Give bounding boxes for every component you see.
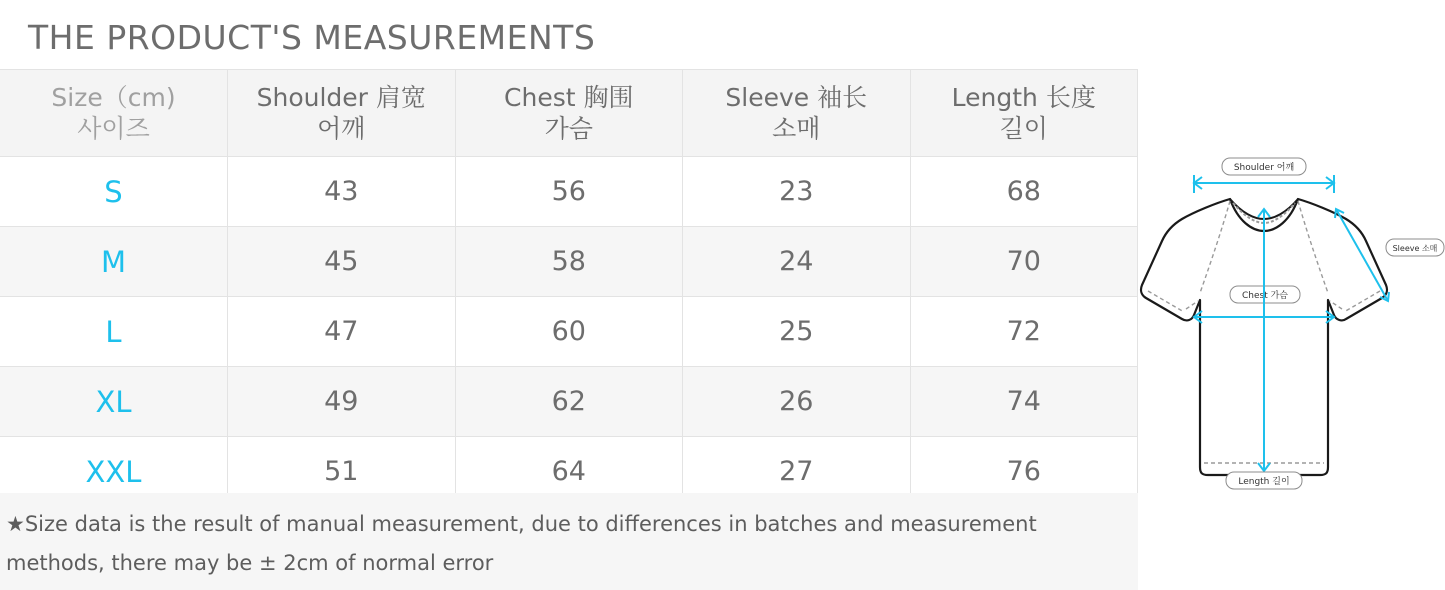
- cell-size: L: [0, 297, 228, 367]
- cell-length: 74: [910, 367, 1138, 437]
- table-body: [0, 157, 1138, 507]
- cell-sleeve: 23: [683, 157, 911, 227]
- column-header-chest: [455, 70, 683, 157]
- cell-length: 70: [910, 227, 1138, 297]
- size-table-wrapper: [0, 69, 1138, 507]
- cell-chest: 60: [455, 297, 683, 367]
- shoulder-label-box: [1222, 158, 1306, 175]
- size-table: [0, 69, 1138, 507]
- cell-sleeve: 25: [683, 297, 911, 367]
- table-row: [0, 367, 1138, 437]
- cell-chest: 58: [455, 227, 683, 297]
- tshirt-measurement-diagram: [1138, 69, 1445, 590]
- chest-label: Chest 가슴: [1242, 291, 1288, 301]
- cell-length: 72: [910, 297, 1138, 367]
- cell-sleeve: 27: [683, 437, 911, 507]
- column-header-size-line2: 사이즈: [77, 114, 150, 143]
- cell-sleeve: 26: [683, 367, 911, 437]
- column-header-length-line2: 길이: [999, 114, 1048, 143]
- column-header-shoulder-line1: Shoulder 肩宽: [256, 82, 426, 112]
- column-header-chest-line2: 가슴: [544, 114, 593, 143]
- sleeve-label: Sleeve 소매: [1392, 244, 1438, 253]
- table-header: [0, 70, 1138, 157]
- cell-chest: 64: [455, 437, 683, 507]
- length-label-box: [1226, 472, 1302, 489]
- cell-shoulder: 45: [228, 227, 456, 297]
- column-header-size: [0, 70, 228, 157]
- table-header-row: [0, 70, 1138, 157]
- page-title: THE PRODUCT'S MEASUREMENTS: [28, 18, 596, 57]
- cell-shoulder: 49: [228, 367, 456, 437]
- cell-chest: 56: [455, 157, 683, 227]
- column-header-sleeve: [683, 70, 911, 157]
- cell-sleeve: 24: [683, 227, 911, 297]
- cell-chest: 62: [455, 367, 683, 437]
- column-header-shoulder: [228, 70, 456, 157]
- cell-shoulder: 43: [228, 157, 456, 227]
- cell-size: M: [0, 227, 228, 297]
- sleeve-label-box: [1386, 239, 1444, 256]
- shoulder-label: Shoulder 어깨: [1233, 163, 1295, 173]
- cell-length: 68: [910, 157, 1138, 227]
- measurement-note: ★Size data is the result of manual measurement, due to differences in batches and measurement methods, there may be ± 2cm of normal error: [0, 493, 1138, 590]
- column-header-length: [910, 70, 1138, 157]
- column-header-chest-line1: Chest 胸围: [504, 82, 634, 112]
- column-header-length-line1: Length 长度: [951, 82, 1096, 112]
- column-header-shoulder-line2: 어깨: [317, 114, 366, 143]
- shoulder-measure-arrow: [1194, 175, 1334, 193]
- cell-shoulder: 51: [228, 437, 456, 507]
- table-row: [0, 297, 1138, 367]
- column-header-size-line1: Size（cm): [51, 82, 176, 112]
- cell-size: XXL: [0, 437, 228, 507]
- cell-shoulder: 47: [228, 297, 456, 367]
- cell-size: XL: [0, 367, 228, 437]
- cell-length: 76: [910, 437, 1138, 507]
- column-header-sleeve-line1: Sleeve 袖长: [725, 82, 868, 112]
- cell-size: S: [0, 157, 228, 227]
- table-row: [0, 227, 1138, 297]
- table-row: [0, 157, 1138, 227]
- length-label: Length 길이: [1238, 477, 1290, 487]
- column-header-sleeve-line2: 소매: [772, 114, 821, 143]
